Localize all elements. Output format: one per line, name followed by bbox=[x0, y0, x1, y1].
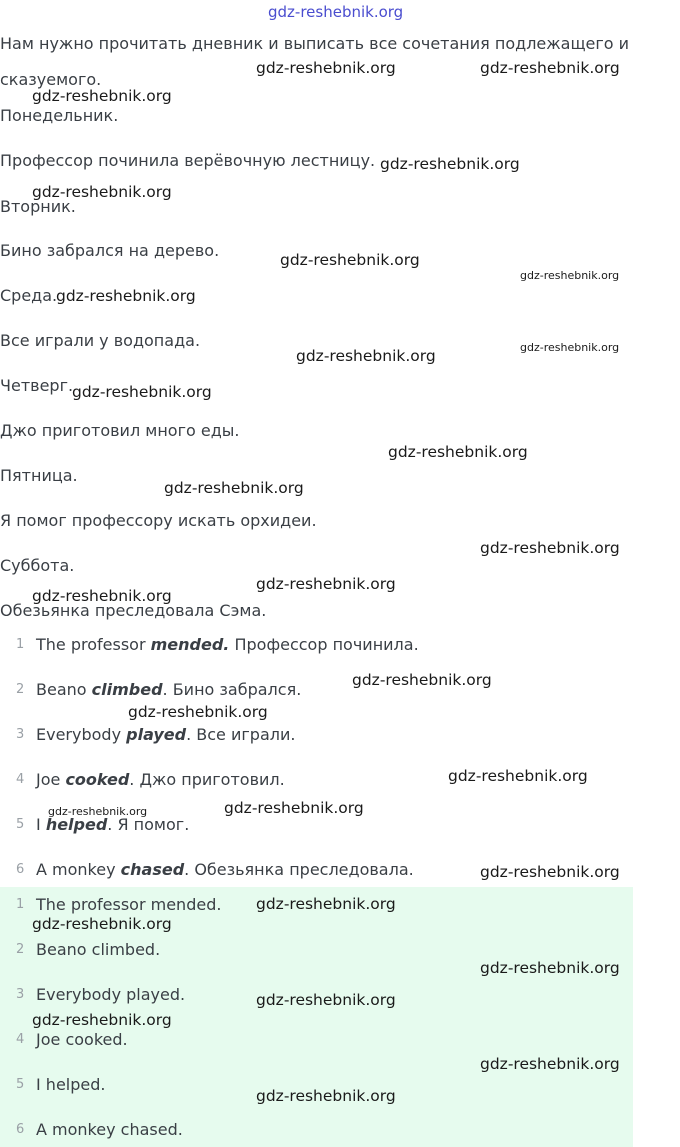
watermark: gdz-reshebnik.org bbox=[256, 991, 396, 1009]
diary-sentence-wednesday: Все играли у водопада. bbox=[0, 331, 201, 350]
list1-item: I helped. Я помог. bbox=[36, 815, 190, 834]
list1-number: 2 bbox=[16, 682, 25, 697]
watermark: gdz-reshebnik.org bbox=[480, 1055, 620, 1073]
diary-day-monday: Понедельник. bbox=[0, 106, 119, 125]
watermark: gdz-reshebnik.org bbox=[448, 767, 588, 785]
watermark: gdz-reshebnik.org bbox=[32, 1011, 172, 1029]
watermark: gdz-reshebnik.org bbox=[56, 287, 196, 305]
task-line-2: сказуемого. bbox=[0, 70, 102, 89]
list1-number: 5 bbox=[16, 817, 25, 832]
task-line-1: Нам нужно прочитать дневник и выписать все сочетания подлежащего и bbox=[0, 34, 630, 53]
diary-day-friday: Пятница. bbox=[0, 466, 78, 485]
watermark: gdz-reshebnik.org bbox=[352, 671, 492, 689]
watermark: gdz-reshebnik.org bbox=[32, 183, 172, 201]
watermark: gdz-reshebnik.org bbox=[32, 587, 172, 605]
watermark: gdz-reshebnik.org bbox=[388, 443, 528, 461]
list1-item: The professor mended. Профессор починила. bbox=[36, 635, 419, 654]
watermark: gdz-reshebnik.org bbox=[256, 59, 396, 77]
watermark: gdz-reshebnik.org bbox=[480, 959, 620, 977]
list2-item: Joe cooked. bbox=[36, 1030, 128, 1049]
diary-sentence-friday: Я помог профессору искать орхидеи. bbox=[0, 511, 317, 530]
list2-item: Everybody played. bbox=[36, 985, 186, 1004]
diary-sentence-thursday: Джо приготовил много еды. bbox=[0, 421, 240, 440]
watermark: gdz-reshebnik.org bbox=[256, 895, 396, 913]
list2-item: Beano climbed. bbox=[36, 940, 161, 959]
list2-number: 2 bbox=[16, 942, 25, 957]
watermark: gdz-reshebnik.org bbox=[268, 3, 404, 21]
list1-item: Joe cooked. Джо приготовил. bbox=[36, 770, 285, 789]
diary-sentence-tuesday: Бино забрался на дерево. bbox=[0, 241, 220, 260]
diary-day-saturday: Суббота. bbox=[0, 556, 75, 575]
watermark: gdz-reshebnik.org bbox=[256, 1087, 396, 1105]
list2-item: I helped. bbox=[36, 1075, 106, 1094]
watermark: gdz-reshebnik.org bbox=[128, 703, 268, 721]
watermark: gdz-reshebnik.org bbox=[164, 479, 304, 497]
watermark: gdz-reshebnik.org bbox=[480, 863, 620, 881]
list2-item: A monkey chased. bbox=[36, 1120, 183, 1139]
watermark: gdz-reshebnik.org bbox=[480, 59, 620, 77]
list2-number: 1 bbox=[16, 897, 25, 912]
list2-number: 3 bbox=[16, 987, 25, 1002]
watermark: gdz-reshebnik.org bbox=[280, 251, 420, 269]
diary-day-tuesday: Вторник. bbox=[0, 197, 76, 216]
watermark: gdz-reshebnik.org bbox=[224, 799, 364, 817]
diary-sentence-monday: Профессор починила верёвочную лестницу. bbox=[0, 151, 376, 170]
list1-number: 3 bbox=[16, 727, 25, 742]
list2-number: 4 bbox=[16, 1032, 25, 1047]
watermark: gdz-reshebnik.org bbox=[256, 575, 396, 593]
watermark: gdz-reshebnik.org bbox=[520, 341, 620, 354]
list1-item: A monkey chased. Обезьянка преследовала. bbox=[36, 860, 414, 879]
list2-item: The professor mended. bbox=[36, 895, 222, 914]
list1-number: 4 bbox=[16, 772, 25, 787]
watermark: gdz-reshebnik.org bbox=[480, 539, 620, 557]
diary-day-thursday: Четверг. bbox=[0, 376, 74, 395]
diary-sentence-saturday: Обезьянка преследовала Сэма. bbox=[0, 601, 267, 620]
list1-item: Beano climbed. Бино забрался. bbox=[36, 680, 302, 699]
diary-day-wednesday: Среда. bbox=[0, 286, 58, 305]
list1-item: Everybody played. Все играли. bbox=[36, 725, 296, 744]
watermark: gdz-reshebnik.org bbox=[72, 383, 212, 401]
watermark: gdz-reshebnik.org bbox=[380, 155, 520, 173]
list1-number: 1 bbox=[16, 637, 25, 652]
list2-number: 6 bbox=[16, 1122, 25, 1137]
watermark: gdz-reshebnik.org bbox=[520, 269, 620, 282]
watermark: gdz-reshebnik.org bbox=[32, 915, 172, 933]
watermark: gdz-reshebnik.org bbox=[32, 87, 172, 105]
list1-number: 6 bbox=[16, 862, 25, 877]
list2-number: 5 bbox=[16, 1077, 25, 1092]
watermark: gdz-reshebnik.org bbox=[48, 805, 148, 818]
watermark: gdz-reshebnik.org bbox=[296, 347, 436, 365]
